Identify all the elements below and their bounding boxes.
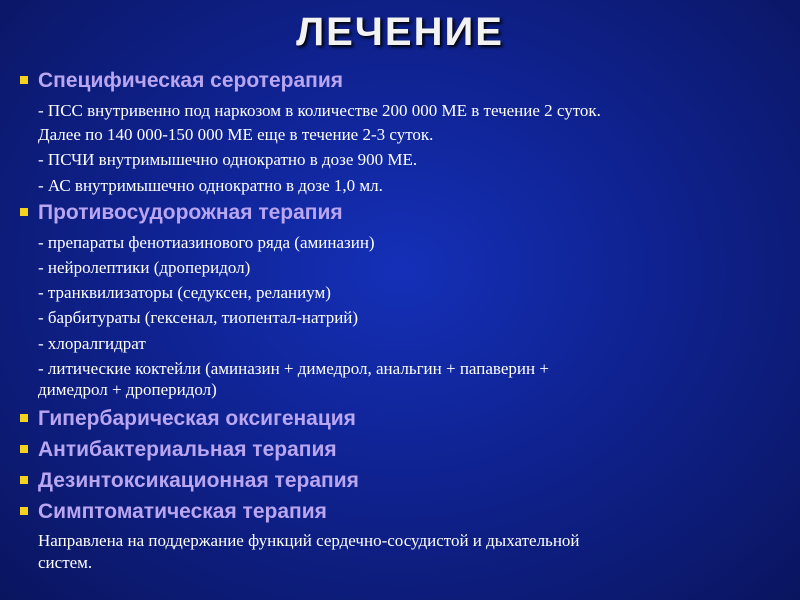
section-heading-serotherapy	[20, 69, 343, 93]
bullet-square-icon	[20, 208, 28, 216]
bullet-square-icon	[20, 445, 28, 453]
section-heading-antibacterial	[20, 438, 337, 462]
list-item: димедрол + дроперидол)	[38, 380, 217, 399]
list-item: - ПСС внутривенно под наркозом в количестве 200 000 МЕ в течение 2 суток.	[38, 101, 601, 120]
slide-title: ЛЕЧЕНИЕ	[296, 10, 504, 54]
list-item: - ПСЧИ внутримышечно однократно в дозе 900 МЕ.	[38, 150, 418, 169]
section-heading-label: Симптоматическая терапия	[38, 500, 327, 523]
section-heading-label: Специфическая серотерапия	[38, 69, 343, 92]
list-item: - транквилизаторы (седуксен, реланиум)	[38, 283, 331, 302]
list-item: систем.	[38, 553, 93, 572]
list-item: - литические коктейли (аминазин + димедрол, анальгин + папаверин +	[38, 359, 549, 378]
bullet-square-icon	[20, 76, 28, 84]
section-heading-label: Антибактериальная терапия	[38, 438, 337, 461]
list-item: - АС внутримышечно однократно в дозе 1,0 мл.	[38, 176, 383, 195]
section-heading-label: Дезинтоксикационная терапия	[38, 469, 359, 492]
list-item: - хлоралгидрат	[38, 334, 146, 353]
list-item: Далее по 140 000-150 000 МЕ еще в течение 2-3 суток.	[38, 125, 434, 144]
section-heading-anticonvulsant	[20, 201, 343, 225]
bullet-square-icon	[20, 414, 28, 422]
section-heading-symptomatic	[20, 500, 327, 524]
section-heading-detox	[20, 469, 359, 493]
section-heading-label: Противосудорожная терапия	[38, 201, 343, 224]
bullet-square-icon	[20, 476, 28, 484]
bullet-square-icon	[20, 507, 28, 515]
section-heading-hyperbaric	[20, 407, 356, 431]
list-item: - нейролептики (дроперидол)	[38, 258, 251, 277]
section-heading-label: Гипербарическая оксигенация	[38, 407, 356, 430]
list-item: - барбитураты (гексенал, тиопентал-натрий)	[38, 308, 359, 327]
list-item: Направлена на поддержание функций сердечно-сосудистой и дыхательной	[38, 531, 580, 550]
list-item: - препараты фенотиазинового ряда (аминазин)	[38, 233, 375, 252]
